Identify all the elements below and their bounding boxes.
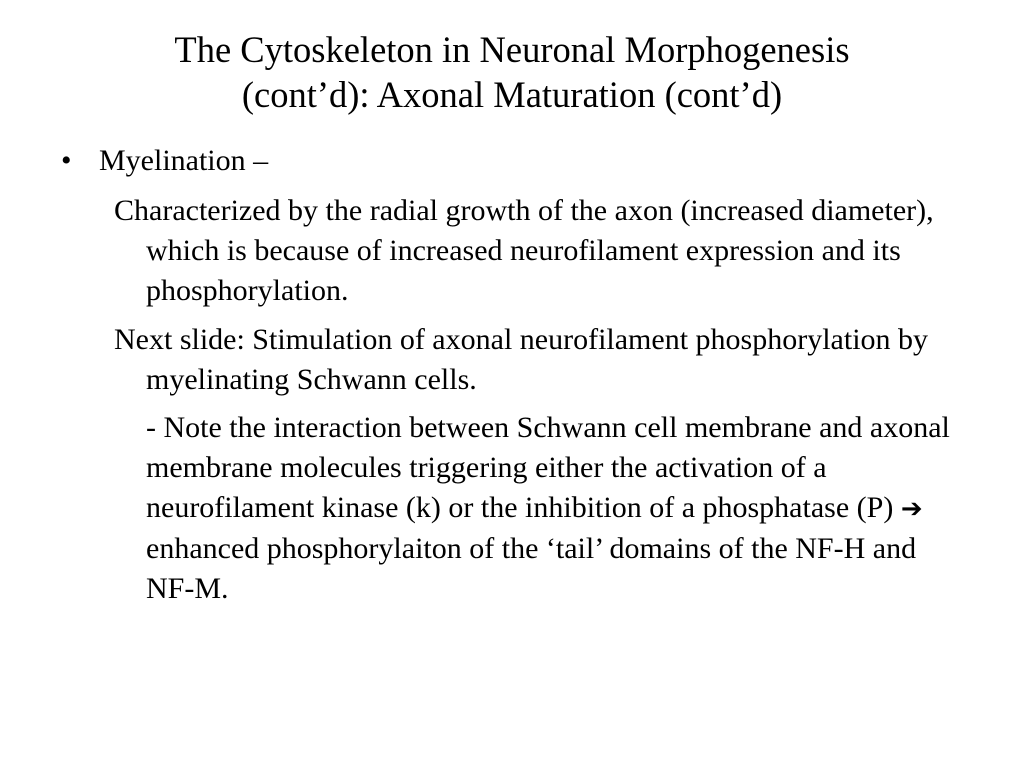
paragraph-next-slide: Next slide: Stimulation of axonal neurofilament phosphorylation by myelinating Schwann cells. [114, 323, 929, 396]
note-text-before-arrow: - Note the interaction between Schwann cell membrane and axonal membrane molecules triggering either the activation of a neurofilament kinase (k) or the inhibition of a phosphatase (P) [146, 411, 950, 524]
bullet-item-myelination [61, 141, 268, 181]
bullet-heading: Myelination – [99, 144, 269, 177]
paragraph-note [146, 408, 966, 609]
right-arrow-icon: ➔ [900, 494, 923, 524]
slide-title [0, 27, 1024, 117]
slide-title-line-2: (cont’d): Axonal Maturation (cont’d) [241, 74, 783, 115]
note-text-after-arrow: enhanced phosphorylaiton of the ‘tail’ domains of the NF-H and NF-M. [146, 532, 917, 605]
slide-title-line-1: The Cytoskeleton in Neuronal Morphogenesis [174, 29, 850, 70]
bullet-dot-icon: • [61, 144, 72, 177]
paragraph-characterized: Characterized by the radial growth of the axon (increased diameter), which is because of increased neurofilament expression and its phosphorylation. [114, 194, 934, 307]
